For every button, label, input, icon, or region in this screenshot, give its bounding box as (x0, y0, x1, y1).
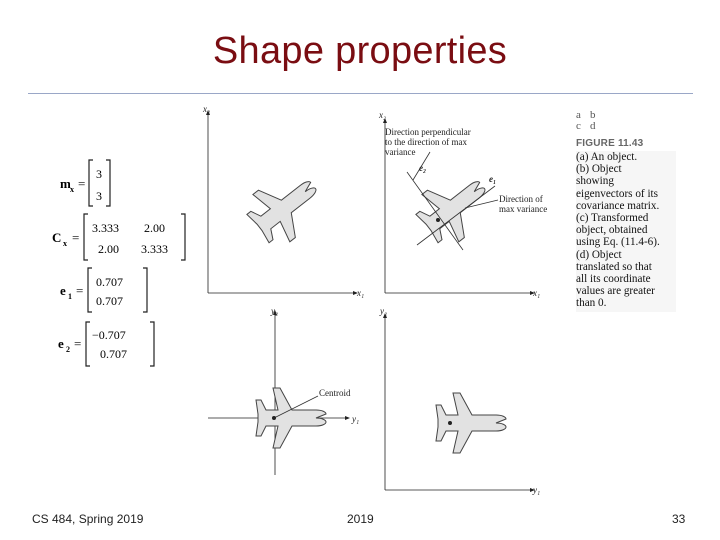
panel-label-c: c (576, 120, 581, 132)
slide-title: Shape properties (212, 30, 508, 72)
panel-label-d: d (590, 120, 596, 132)
e2-lhs-sub: 2 (66, 345, 70, 354)
cx-lhs-sub: x (63, 239, 67, 248)
cx-r2c1: 2.00 (98, 242, 119, 256)
e2-value-1: −0.707 (92, 328, 126, 342)
airplane-a (239, 162, 331, 252)
page-number: 33 (672, 512, 686, 526)
annotation-direction-1: Direction of (499, 194, 543, 204)
caption-body (576, 151, 676, 312)
e1-value-2: 0.707 (96, 294, 123, 308)
airplane-d (436, 393, 506, 453)
axis-x1-a: x₁ (357, 288, 365, 298)
annotation-perpendicular-3: variance (385, 147, 416, 157)
axis-y2-d: y₂ (380, 306, 388, 316)
caption-line: covariance matrix. (576, 199, 660, 212)
caption-line: (d) Object (576, 248, 622, 261)
svg-text:=: = (76, 283, 84, 298)
panel-label-a: a (576, 109, 581, 121)
caption-line: using Eq. (11.4-6). (576, 236, 660, 249)
figure-caption (576, 110, 676, 330)
annotation-direction-2: max variance (499, 204, 548, 214)
e2-value-2: 0.707 (100, 347, 127, 361)
svg-text:=: = (74, 336, 82, 351)
cx-r1c1: 3.333 (92, 221, 119, 235)
e1-lhs: e (60, 283, 66, 298)
axis-x2-b: x₂ (379, 110, 387, 120)
caption-line: (c) Transformed (576, 212, 649, 225)
label-e1: e₁ (489, 174, 497, 184)
svg-text:=: = (78, 176, 86, 191)
annotation-perpendicular-2: to the direction of max (385, 137, 467, 147)
annotation-centroid: Centroid (319, 388, 351, 398)
axis-y1-c: y₁ (352, 414, 360, 424)
caption-line: translated so that (576, 260, 652, 273)
caption-line: than 0. (576, 297, 607, 310)
caption-line: eigenvectors of its (576, 187, 659, 200)
mx-value-2: 3 (96, 189, 102, 203)
axis-x1-b: x₁ (533, 288, 541, 298)
e2-lhs: e (58, 336, 64, 351)
label-e2: e₂ (419, 163, 427, 173)
panel-label-b: b (590, 109, 596, 121)
caption-title: FIGURE 11.43 (576, 138, 644, 149)
mx-lhs-sub: x (70, 185, 74, 194)
axis-y2-c: y₂ (271, 306, 279, 316)
mx-value-1: 3 (96, 167, 102, 181)
equations-panel (40, 150, 200, 380)
panel-letter-grid (576, 110, 676, 132)
mx-lhs: m (60, 176, 71, 191)
cx-equation (52, 214, 185, 260)
footer-year: 2019 (347, 512, 374, 526)
mx-equation (60, 160, 110, 206)
e2-equation (58, 322, 154, 366)
caption-line: all its coordinate (576, 273, 651, 286)
e1-lhs-sub: 1 (68, 292, 72, 301)
cx-lhs: C (52, 230, 62, 245)
cx-r2c2: 3.333 (141, 242, 168, 256)
annotation-perpendicular-1: Direction perpendicular (385, 127, 471, 137)
caption-line: values are greater (576, 285, 655, 298)
e1-value-1: 0.707 (96, 275, 123, 289)
axis-y1-d: y₁ (533, 485, 541, 495)
axis-x2-a: x₂ (203, 104, 211, 114)
caption-line: showing (576, 175, 614, 188)
cx-r1c2: 2.00 (144, 221, 165, 235)
caption-line: (b) Object (576, 163, 622, 176)
e1-equation (60, 268, 147, 312)
airplane-figure (195, 100, 585, 500)
svg-text:=: = (72, 230, 80, 245)
footer-course: CS 484, Spring 2019 (32, 512, 144, 526)
caption-line: object, obtained (576, 224, 648, 237)
title-divider (28, 93, 693, 94)
caption-line: (a) An object. (576, 151, 638, 163)
